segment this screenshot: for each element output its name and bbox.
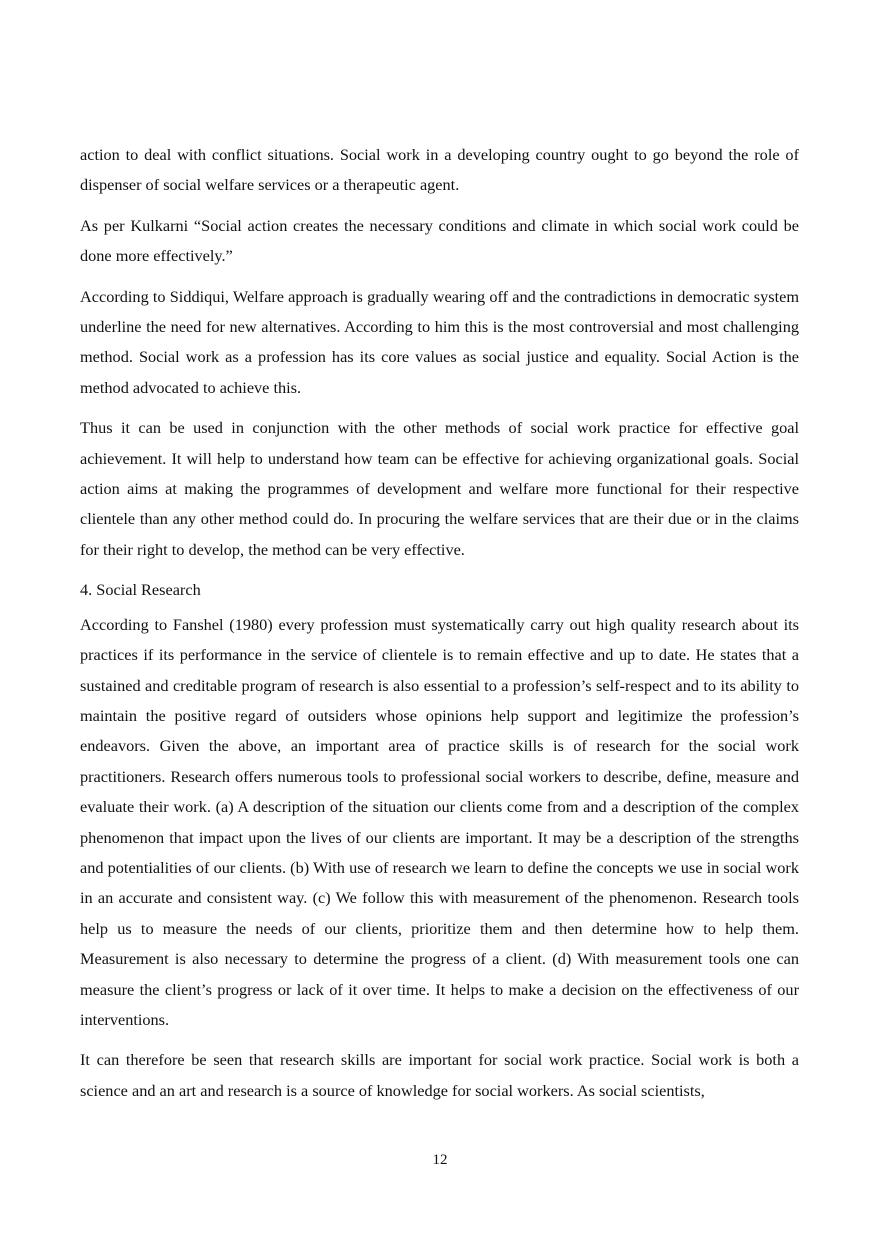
page-number: 12 bbox=[432, 1152, 448, 1168]
paragraph-social-action-usage: Thus it can be used in conjunction with the other methods of social work practice for effective goal achievement. It will help to understand how team can be effective for achieving organizational goals. Social action aims at making the programmes of development and welfare more functional for their respective clientele than any other method could do. In procuring the welfare services that are their due or in the claims for their right to develop, the method can be very effective. bbox=[80, 418, 799, 559]
paragraph-research-skills: It can therefore be seen that research skills are important for social work practice. Social work is both a science and an art and research is a source of knowledge for social workers. As social scientists, bbox=[80, 1050, 799, 1100]
page-body bbox=[80, 140, 799, 1116]
paragraph-fanshel: According to Fanshel (1980) every profession must systematically carry out high quality research about its practices if its performance in the service of clientele is to remain effective and up to date. He states that a sustained and creditable program of research is also essential to a profession’s self-respect and to its ability to maintain the positive regard of outsiders whose opinions help support and legitimize the profession’s endeavors. Given the above, an important area of practice skills is of research for the social work practitioners. Research offers numerous tools to professional social workers to describe, define, measure and evaluate their work. (a) A description of the situation our clients come from and a description of the complex phenomenon that impact upon the lives of our clients are important. It may be a description of the strengths and potentialities of our clients. (b) With use of research we learn to define the concepts we use in social work in an accurate and consistent way. (c) We follow this with measurement of the phenomenon. Research tools help us to measure the needs of our clients, prioritize them and then determine how to help them. Measurement is also necessary to determine the progress of a client. (d) With measurement tools one can measure the client’s progress or lack of it over time. It helps to make a decision on the effectiveness of our interventions. bbox=[80, 614, 799, 1029]
section-heading-social-research: 4. Social Research bbox=[80, 580, 201, 600]
paragraph-siddiqui: According to Siddiqui, Welfare approach is gradually wearing off and the contradictions in democratic system underline the need for new alternatives. According to him this is the most controversial and most challenging method. Social work as a profession has its core values as social justice and equality. Social Action is the method advocated to achieve this. bbox=[80, 286, 799, 397]
paragraph-social-action-intro: action to deal with conflict situations. Social work in a developing country ought to go beyond the role of dispenser of social welfare services or a therapeutic agent. bbox=[80, 145, 799, 195]
paragraph-kulkarni-quote: As per Kulkarni “Social action creates the necessary conditions and climate in which social work could be done more effectively.” bbox=[80, 215, 799, 266]
